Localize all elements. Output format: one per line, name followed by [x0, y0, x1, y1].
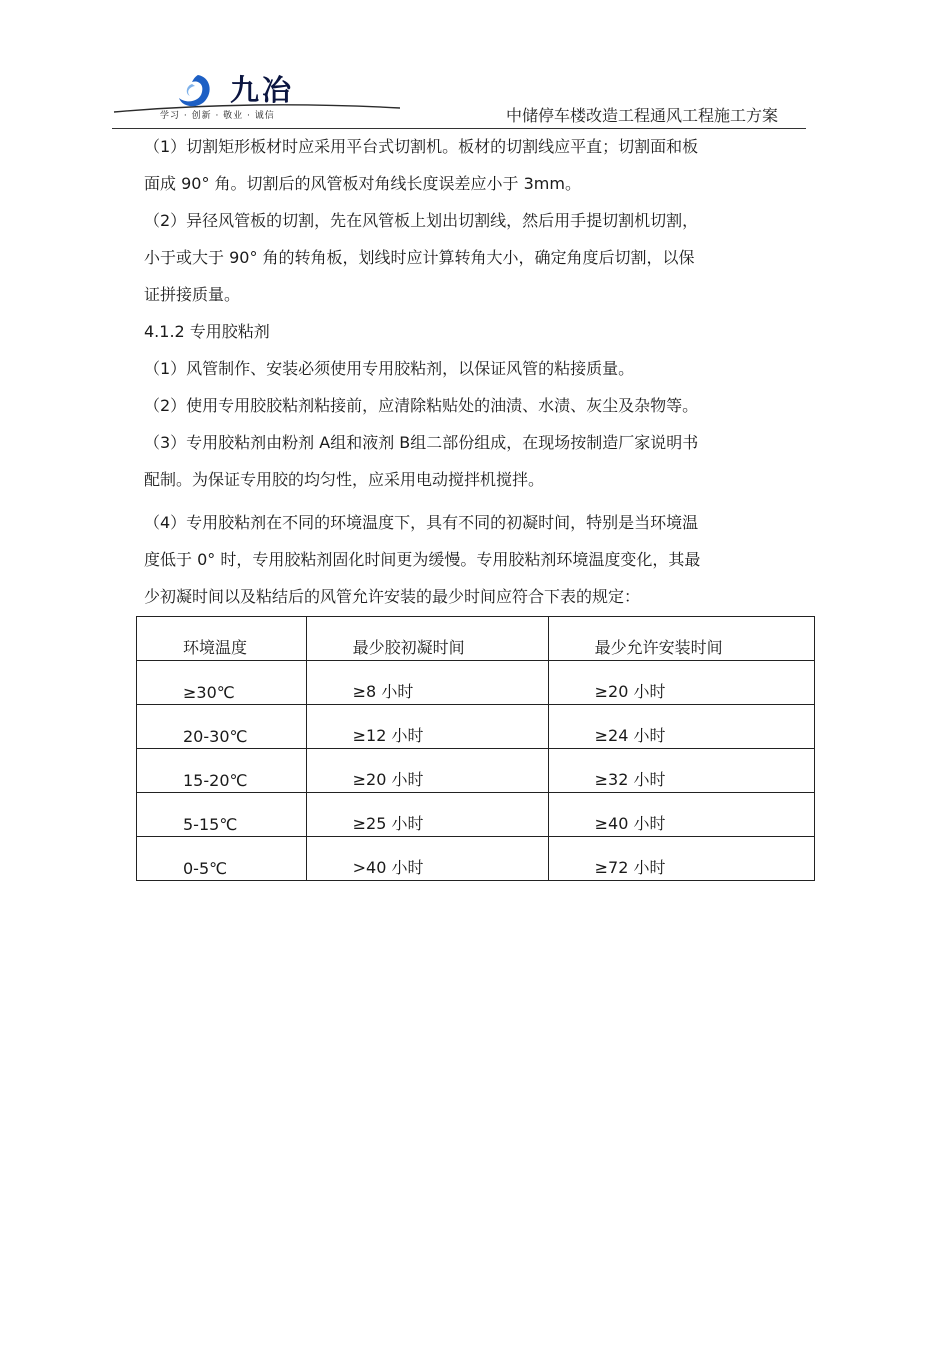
table-cell: ≥25 小时	[306, 793, 548, 837]
text-line: （1）切割矩形板材时应采用平台式切割机。板材的切割线应平直；切割面和板	[144, 137, 699, 156]
table-cell: ≥20 小时	[548, 661, 814, 705]
table-cell: ≥24 小时	[548, 705, 814, 749]
table-row	[137, 837, 815, 881]
table-row	[137, 705, 815, 749]
table-cell: ≥12 小时	[306, 705, 548, 749]
text-line: 证拼接质量。	[144, 285, 241, 304]
table-cell: 5-15℃	[137, 793, 307, 837]
table-cell: ≥32 小时	[548, 749, 814, 793]
table-cell: ≥8 小时	[306, 661, 548, 705]
table-cell: 15-20℃	[137, 749, 307, 793]
header-cell: 环境温度	[137, 617, 307, 661]
table-cell: >40 小时	[306, 837, 548, 881]
section-heading: 4.1.2 专用胶粘剂	[144, 322, 270, 341]
company-logo	[112, 66, 402, 130]
table-row	[137, 661, 815, 705]
table-cell: ≥72 小时	[548, 837, 814, 881]
text-line: （2）使用专用胶胶粘剂粘接前，应清除粘贴处的油渍、水渍、灰尘及杂物等。	[144, 396, 699, 415]
text-line: （3）专用胶粘剂由粉剂 A组和液剂 B组二部份组成，在现场按制造厂家说明书	[144, 433, 699, 452]
curing-time-table	[136, 616, 815, 881]
text-line: 面成 90° 角。切割后的风管板对角线长度误差应小于 3mm。	[144, 174, 581, 193]
table-cell: ≥30℃	[137, 661, 307, 705]
table-cell: 20-30℃	[137, 705, 307, 749]
header-cell: 最少允许安装时间	[548, 617, 814, 661]
text-line: 度低于 0° 时，专用胶粘剂固化时间更为缓慢。专用胶粘剂环境温度变化，其最	[144, 550, 701, 569]
table-cell: 0-5℃	[137, 837, 307, 881]
swirl-logo-icon	[176, 72, 216, 110]
logo-slogan: 学习 · 创新 · 敬业 · 诚信	[160, 111, 275, 121]
logo-name: 九冶	[230, 73, 295, 107]
table-cell: ≥20 小时	[306, 749, 548, 793]
table-cell: ≥40 小时	[548, 793, 814, 837]
text-line: （2）异径风管板的切割，先在风管板上划出切割线，然后用手提切割机切割，	[144, 211, 699, 230]
text-line: （1）风管制作、安装必须使用专用胶粘剂，以保证风管的粘接质量。	[144, 359, 635, 378]
table-row	[137, 749, 815, 793]
text-line: 少初凝时间以及粘结后的风管允许安装的最少时间应符合下表的规定：	[144, 587, 641, 606]
text-line: （4）专用胶粘剂在不同的环境温度下，具有不同的初凝时间，特别是当环境温	[144, 513, 699, 532]
table-header-row	[137, 617, 815, 661]
body-text	[144, 128, 824, 615]
text-line: 小于或大于 90° 角的转角板，划线时应计算转角大小，确定角度后切割，以保	[144, 248, 695, 267]
document-title: 中储停车楼改造工程通风工程施工方案	[505, 106, 778, 125]
text-line: 配制。为保证专用胶的均匀性，应采用电动搅拌机搅拌。	[144, 470, 545, 489]
table-row	[137, 793, 815, 837]
header-cell: 最少胶初凝时间	[306, 617, 548, 661]
